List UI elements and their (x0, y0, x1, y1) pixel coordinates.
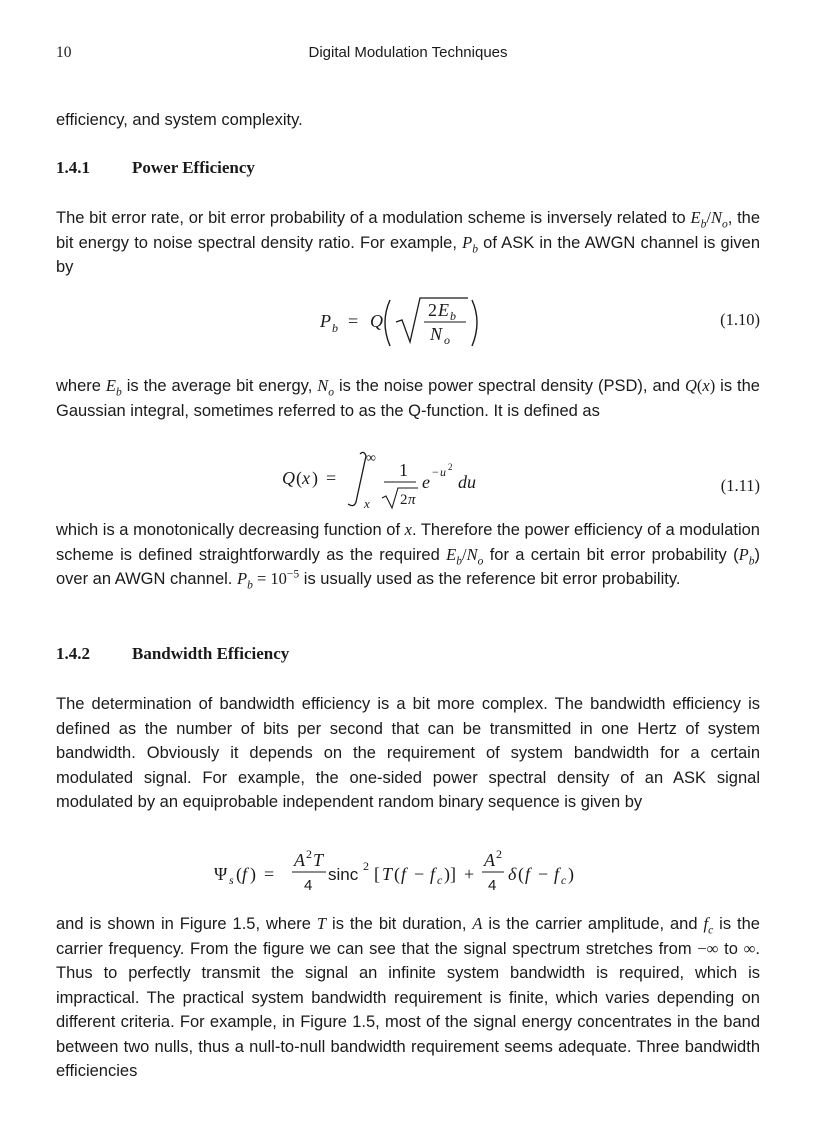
svg-text:)]: )] (444, 864, 456, 884)
svg-text:4: 4 (488, 877, 497, 894)
svg-text:(: ( (518, 864, 524, 884)
svg-text:+: + (464, 864, 475, 884)
svg-text:s: s (229, 873, 234, 887)
svg-text:o: o (444, 333, 450, 347)
svg-text:T: T (313, 850, 324, 870)
svg-text:Q: Q (370, 311, 383, 331)
svg-text:−: − (538, 864, 549, 884)
page-number: 10 (56, 44, 72, 61)
svg-text:sinc: sinc (328, 865, 359, 884)
paragraph-bandwidth: The determination of bandwidth efficiency is a bit more complex. The bandwidth efficiency is defined as the number of bits per second that can be transmitted in one Hertz of system bandwidth. Obviously it depends on the requirement of system bandwidth for a certain modulated signal. For example, the one-sided power spectral density of an ASK signal modulated by an equiprobable independent random binary sequence is given by (56, 695, 760, 811)
svg-text:du: du (458, 472, 476, 492)
svg-text:(: ( (296, 468, 302, 488)
equation-1-10-formula (320, 290, 550, 355)
svg-text:[: [ (374, 864, 380, 884)
svg-text:2: 2 (400, 492, 408, 508)
paragraph-bit-error-rate: The bit error rate, or bit error probability of a modulation scheme is inversely related to $E_b/N_o$, the bit energy to noise spectral density ratio. For example, $P_b$ of ASK in the AWGN channel is given by (56, 208, 761, 276)
svg-text:=: = (264, 864, 275, 884)
svg-text:c: c (437, 873, 443, 887)
svg-text:b: b (450, 309, 456, 323)
svg-text:E: E (438, 300, 449, 320)
equation-psd (56, 844, 760, 894)
svg-text:2: 2 (306, 847, 312, 861)
equation-1-11-formula (282, 448, 592, 517)
svg-text:π: π (408, 492, 416, 508)
svg-text:Ψ: Ψ (214, 864, 228, 884)
svg-text:(: ( (236, 864, 242, 884)
svg-text:N: N (430, 324, 443, 344)
svg-text:−: − (414, 864, 425, 884)
svg-text:): ) (568, 864, 574, 884)
svg-text:c: c (561, 873, 567, 887)
paragraph-monotonic: which is a monotonically decreasing function of x. Therefore the power efficiency of a modulation scheme is defined straightforwardly as the required $E_b/N_o$ for a certain bit error probability $(P_b)$ over an AWGN channel. $P_b = 10^{-5}$ is usually used as the reference bit error probability. (56, 520, 761, 592)
svg-text:f: f (242, 864, 248, 884)
paragraph-figure-1-5: and is shown in Figure 1.5, where T is the bit duration, A is the carrier amplitude, and $f_c$ is the carrier frequency. From the figure we can see that the signal spectrum stretches from −∞ to ∞. Thus to perfectly transmit the signal an infinite system bandwidth is required, which is impractical. The practical system bandwidth requirement is finite, which varies depending on different criteria. For example, in Figure 1.5, most of the signal energy concentrates in the band between two nulls, thus a null-to-null bandwidth requirement seems adequate. Three bandwidth efficiencies (56, 914, 760, 1080)
svg-text:1: 1 (399, 460, 408, 480)
svg-text:f: f (525, 864, 531, 884)
svg-text:=: = (348, 311, 359, 331)
svg-text:x: x (364, 496, 370, 511)
equation-number: (1.10) (720, 310, 760, 329)
svg-text:A: A (294, 850, 305, 870)
svg-text:−: − (432, 465, 439, 479)
svg-text:∞: ∞ (366, 451, 376, 466)
equation-psd-formula (214, 844, 694, 901)
svg-text:T: T (382, 864, 393, 884)
svg-text:2: 2 (448, 462, 453, 472)
running-title: Digital Modulation Techniques (308, 44, 508, 61)
svg-text:f: f (401, 864, 407, 884)
svg-text:f: f (430, 864, 436, 884)
svg-text:x: x (302, 468, 310, 488)
svg-text:2: 2 (428, 300, 437, 320)
svg-text:): ) (250, 864, 256, 884)
svg-text:u: u (440, 465, 446, 479)
svg-text:f: f (554, 864, 560, 884)
svg-text:): ) (312, 468, 318, 488)
svg-text:b: b (332, 321, 338, 335)
svg-text:2: 2 (496, 847, 502, 861)
equation-number: (1.11) (720, 476, 760, 495)
paragraph-where-eb: where $E_b$ is the average bit energy, $N_o$ is the noise power spectral density (PSD), and Q(x) is the Gaussian integral, sometimes referred to as the Q-function. It is defined as (56, 376, 760, 420)
equation-1-10 (56, 290, 760, 346)
svg-text:Q: Q (282, 468, 295, 488)
section-number: 1.4.1 (56, 158, 90, 177)
section-title: Power Efficiency (132, 158, 255, 177)
section-heading-bandwidth-efficiency (56, 644, 289, 664)
svg-text:e: e (422, 472, 430, 492)
page-header (56, 44, 760, 68)
svg-text:δ: δ (508, 864, 517, 884)
svg-text:A: A (484, 850, 495, 870)
paragraph-continuation: efficiency, and system complexity. (56, 111, 303, 129)
section-title: Bandwidth Efficiency (132, 644, 290, 663)
svg-text:P: P (320, 311, 331, 331)
equation-1-11 (56, 448, 760, 510)
svg-text:=: = (326, 468, 337, 488)
svg-text:4: 4 (304, 877, 313, 894)
section-number: 1.4.2 (56, 644, 90, 663)
svg-text:2: 2 (363, 859, 369, 873)
svg-text:(: ( (394, 864, 400, 884)
section-heading-power-efficiency (56, 158, 255, 178)
